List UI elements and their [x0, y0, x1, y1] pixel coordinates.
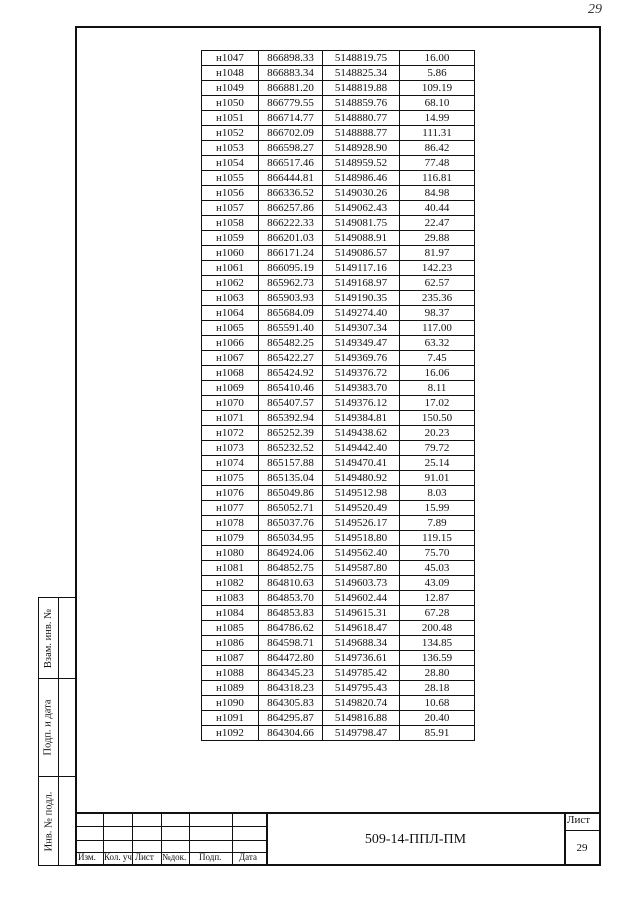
- x-coord-cell: 864853.83: [259, 606, 323, 621]
- point-id-cell: н1090: [202, 696, 259, 711]
- point-id-cell: н1082: [202, 576, 259, 591]
- point-id-cell: н1073: [202, 441, 259, 456]
- table-row: [202, 216, 475, 231]
- x-coord-cell: 865034.95: [259, 531, 323, 546]
- table-row: [202, 66, 475, 81]
- x-coord-cell: 865049.86: [259, 486, 323, 501]
- x-coord-cell: 865037.76: [259, 516, 323, 531]
- y-coord-cell: 5149088.91: [323, 231, 400, 246]
- table-row: [202, 126, 475, 141]
- segment-length-cell: 28.80: [400, 666, 475, 681]
- table-row: [202, 231, 475, 246]
- vzam-inv-label: Взам. инв. №: [43, 608, 55, 668]
- segment-length-cell: 134.85: [400, 636, 475, 651]
- y-coord-cell: 5149369.76: [323, 351, 400, 366]
- point-id-cell: н1058: [202, 216, 259, 231]
- segment-length-cell: 235.36: [400, 291, 475, 306]
- segment-length-cell: 81.97: [400, 246, 475, 261]
- segment-length-cell: 98.37: [400, 306, 475, 321]
- point-id-cell: н1077: [202, 501, 259, 516]
- point-id-cell: н1072: [202, 426, 259, 441]
- x-coord-cell: 866222.33: [259, 216, 323, 231]
- x-coord-cell: 865410.46: [259, 381, 323, 396]
- segment-length-cell: 68.10: [400, 96, 475, 111]
- x-coord-cell: 864304.66: [259, 726, 323, 741]
- y-coord-cell: 5149820.74: [323, 696, 400, 711]
- y-coord-cell: 5148888.77: [323, 126, 400, 141]
- point-id-cell: н1078: [202, 516, 259, 531]
- point-id-cell: н1081: [202, 561, 259, 576]
- table-row: [202, 411, 475, 426]
- x-coord-cell: 865422.27: [259, 351, 323, 366]
- y-coord-cell: 5149480.92: [323, 471, 400, 486]
- y-coord-cell: 5149736.61: [323, 651, 400, 666]
- segment-length-cell: 22.47: [400, 216, 475, 231]
- point-id-cell: н1066: [202, 336, 259, 351]
- table-row: [202, 81, 475, 96]
- table-row: [202, 261, 475, 276]
- point-id-cell: н1059: [202, 231, 259, 246]
- segment-length-cell: 136.59: [400, 651, 475, 666]
- table-row: [202, 651, 475, 666]
- point-id-cell: н1071: [202, 411, 259, 426]
- point-id-cell: н1079: [202, 531, 259, 546]
- point-id-cell: н1080: [202, 546, 259, 561]
- table-row: [202, 366, 475, 381]
- y-coord-cell: 5149603.73: [323, 576, 400, 591]
- x-coord-cell: 864786.62: [259, 621, 323, 636]
- point-id-cell: н1064: [202, 306, 259, 321]
- point-id-cell: н1051: [202, 111, 259, 126]
- table-row: [202, 51, 475, 66]
- x-coord-cell: 864345.23: [259, 666, 323, 681]
- table-row: [202, 381, 475, 396]
- y-coord-cell: 5149168.97: [323, 276, 400, 291]
- y-coord-cell: 5148986.46: [323, 171, 400, 186]
- inv-podl-label: Инв. № подл.: [43, 791, 55, 851]
- col-ndok: №док.: [162, 852, 187, 862]
- x-coord-cell: 866171.24: [259, 246, 323, 261]
- y-coord-cell: 5149190.35: [323, 291, 400, 306]
- table-row: [202, 96, 475, 111]
- x-coord-cell: 864305.83: [259, 696, 323, 711]
- x-coord-cell: 864295.87: [259, 711, 323, 726]
- y-coord-cell: 5149526.17: [323, 516, 400, 531]
- y-coord-cell: 5149081.75: [323, 216, 400, 231]
- y-coord-cell: 5149062.43: [323, 201, 400, 216]
- segment-length-cell: 20.40: [400, 711, 475, 726]
- point-id-cell: н1052: [202, 126, 259, 141]
- table-row: [202, 291, 475, 306]
- x-coord-cell: 866714.77: [259, 111, 323, 126]
- x-coord-cell: 866702.09: [259, 126, 323, 141]
- document-code: 509-14-ППЛ-ПМ: [364, 832, 467, 847]
- podp-data-label: Подп. и дата: [43, 698, 55, 756]
- segment-length-cell: 8.11: [400, 381, 475, 396]
- x-coord-cell: 865232.52: [259, 441, 323, 456]
- y-coord-cell: 5149795.43: [323, 681, 400, 696]
- segment-length-cell: 86.42: [400, 141, 475, 156]
- y-coord-cell: 5149562.40: [323, 546, 400, 561]
- table-row: [202, 561, 475, 576]
- point-id-cell: н1070: [202, 396, 259, 411]
- point-id-cell: н1083: [202, 591, 259, 606]
- segment-length-cell: 10.68: [400, 696, 475, 711]
- x-coord-cell: 864318.23: [259, 681, 323, 696]
- y-coord-cell: 5149438.62: [323, 426, 400, 441]
- table-row: [202, 396, 475, 411]
- point-id-cell: н1091: [202, 711, 259, 726]
- sheet-label: Лист: [567, 814, 591, 826]
- col-kol-uch: Кол. уч: [104, 852, 132, 862]
- y-coord-cell: 5149383.70: [323, 381, 400, 396]
- x-coord-cell: 864598.71: [259, 636, 323, 651]
- table-row: [202, 516, 475, 531]
- point-id-cell: н1062: [202, 276, 259, 291]
- x-coord-cell: 865424.92: [259, 366, 323, 381]
- point-id-cell: н1076: [202, 486, 259, 501]
- table-row: [202, 621, 475, 636]
- x-coord-cell: 865591.40: [259, 321, 323, 336]
- y-coord-cell: 5149307.34: [323, 321, 400, 336]
- point-id-cell: н1060: [202, 246, 259, 261]
- y-coord-cell: 5149384.81: [323, 411, 400, 426]
- y-coord-cell: 5148928.90: [323, 141, 400, 156]
- table-row: [202, 666, 475, 681]
- table-row: [202, 186, 475, 201]
- segment-length-cell: 77.48: [400, 156, 475, 171]
- segment-length-cell: 91.01: [400, 471, 475, 486]
- point-id-cell: н1089: [202, 681, 259, 696]
- y-coord-cell: 5149442.40: [323, 441, 400, 456]
- y-coord-cell: 5149816.88: [323, 711, 400, 726]
- table-row: [202, 681, 475, 696]
- table-row: [202, 426, 475, 441]
- point-id-cell: н1047: [202, 51, 259, 66]
- y-coord-cell: 5148825.34: [323, 66, 400, 81]
- y-coord-cell: 5149688.34: [323, 636, 400, 651]
- table-row: [202, 606, 475, 621]
- x-coord-cell: 866444.81: [259, 171, 323, 186]
- table-row: [202, 141, 475, 156]
- table-row: [202, 276, 475, 291]
- col-data: Дата: [239, 852, 257, 862]
- segment-length-cell: 117.00: [400, 321, 475, 336]
- segment-length-cell: 43.09: [400, 576, 475, 591]
- point-id-cell: н1057: [202, 201, 259, 216]
- segment-length-cell: 45.03: [400, 561, 475, 576]
- table-row: [202, 156, 475, 171]
- y-coord-cell: 5149470.41: [323, 456, 400, 471]
- table-row: [202, 306, 475, 321]
- table-row: [202, 111, 475, 126]
- table-row: [202, 351, 475, 366]
- table-row: [202, 471, 475, 486]
- y-coord-cell: 5148819.75: [323, 51, 400, 66]
- x-coord-cell: 866257.86: [259, 201, 323, 216]
- x-coord-cell: 865157.88: [259, 456, 323, 471]
- y-coord-cell: 5149785.42: [323, 666, 400, 681]
- y-coord-cell: 5149117.16: [323, 261, 400, 276]
- point-id-cell: н1065: [202, 321, 259, 336]
- x-coord-cell: 866883.34: [259, 66, 323, 81]
- y-coord-cell: 5149520.49: [323, 501, 400, 516]
- x-coord-cell: 865482.25: [259, 336, 323, 351]
- table-row: [202, 321, 475, 336]
- x-coord-cell: 866598.27: [259, 141, 323, 156]
- x-coord-cell: 866517.46: [259, 156, 323, 171]
- x-coord-cell: 864924.06: [259, 546, 323, 561]
- segment-length-cell: 15.99: [400, 501, 475, 516]
- y-coord-cell: 5149274.40: [323, 306, 400, 321]
- segment-length-cell: 150.50: [400, 411, 475, 426]
- point-id-cell: н1050: [202, 96, 259, 111]
- y-coord-cell: 5148819.88: [323, 81, 400, 96]
- x-coord-cell: 866779.55: [259, 96, 323, 111]
- x-coord-cell: 865392.94: [259, 411, 323, 426]
- segment-length-cell: 29.88: [400, 231, 475, 246]
- y-coord-cell: 5149376.72: [323, 366, 400, 381]
- point-id-cell: н1048: [202, 66, 259, 81]
- y-coord-cell: 5149798.47: [323, 726, 400, 741]
- segment-length-cell: 25.14: [400, 456, 475, 471]
- table-row: [202, 246, 475, 261]
- y-coord-cell: 5149602.44: [323, 591, 400, 606]
- y-coord-cell: 5149030.26: [323, 186, 400, 201]
- table-row: [202, 486, 475, 501]
- segment-length-cell: 116.81: [400, 171, 475, 186]
- table-row: [202, 576, 475, 591]
- col-izm: Изм.: [78, 852, 96, 862]
- segment-length-cell: 67.28: [400, 606, 475, 621]
- table-row: [202, 711, 475, 726]
- point-id-cell: н1054: [202, 156, 259, 171]
- x-coord-cell: 866336.52: [259, 186, 323, 201]
- segment-length-cell: 62.57: [400, 276, 475, 291]
- point-id-cell: н1069: [202, 381, 259, 396]
- col-podp: Подп.: [199, 852, 222, 862]
- segment-length-cell: 84.98: [400, 186, 475, 201]
- table-row: [202, 636, 475, 651]
- x-coord-cell: 866201.03: [259, 231, 323, 246]
- segment-length-cell: 17.02: [400, 396, 475, 411]
- table-row: [202, 171, 475, 186]
- segment-length-cell: 16.00: [400, 51, 475, 66]
- segment-length-cell: 7.45: [400, 351, 475, 366]
- table-row: [202, 336, 475, 351]
- point-id-cell: н1063: [202, 291, 259, 306]
- y-coord-cell: 5149376.12: [323, 396, 400, 411]
- y-coord-cell: 5149518.80: [323, 531, 400, 546]
- point-id-cell: н1084: [202, 606, 259, 621]
- table-row: [202, 441, 475, 456]
- segment-length-cell: 16.06: [400, 366, 475, 381]
- y-coord-cell: 5149618.47: [323, 621, 400, 636]
- x-coord-cell: 864853.70: [259, 591, 323, 606]
- x-coord-cell: 864852.75: [259, 561, 323, 576]
- point-id-cell: н1074: [202, 456, 259, 471]
- point-id-cell: н1056: [202, 186, 259, 201]
- coordinates-table: [201, 50, 475, 741]
- point-id-cell: н1049: [202, 81, 259, 96]
- point-id-cell: н1092: [202, 726, 259, 741]
- table-row: [202, 546, 475, 561]
- y-coord-cell: 5149349.47: [323, 336, 400, 351]
- point-id-cell: н1085: [202, 621, 259, 636]
- y-coord-cell: 5149086.57: [323, 246, 400, 261]
- y-coord-cell: 5149512.98: [323, 486, 400, 501]
- segment-length-cell: 79.72: [400, 441, 475, 456]
- point-id-cell: н1068: [202, 366, 259, 381]
- x-coord-cell: 866881.20: [259, 81, 323, 96]
- segment-length-cell: 5.86: [400, 66, 475, 81]
- x-coord-cell: 865252.39: [259, 426, 323, 441]
- segment-length-cell: 200.48: [400, 621, 475, 636]
- point-id-cell: н1088: [202, 666, 259, 681]
- x-coord-cell: 865052.71: [259, 501, 323, 516]
- table-row: [202, 726, 475, 741]
- y-coord-cell: 5149615.31: [323, 606, 400, 621]
- handwritten-page-number: 29: [588, 2, 602, 17]
- segment-length-cell: 20.23: [400, 426, 475, 441]
- point-id-cell: н1055: [202, 171, 259, 186]
- point-id-cell: н1061: [202, 261, 259, 276]
- table-row: [202, 501, 475, 516]
- segment-length-cell: 119.15: [400, 531, 475, 546]
- segment-length-cell: 63.32: [400, 336, 475, 351]
- x-coord-cell: 865962.73: [259, 276, 323, 291]
- x-coord-cell: 865135.04: [259, 471, 323, 486]
- x-coord-cell: 865903.93: [259, 291, 323, 306]
- table-row: [202, 531, 475, 546]
- point-id-cell: н1087: [202, 651, 259, 666]
- x-coord-cell: 865407.57: [259, 396, 323, 411]
- segment-length-cell: 111.31: [400, 126, 475, 141]
- x-coord-cell: 864810.63: [259, 576, 323, 591]
- segment-length-cell: 75.70: [400, 546, 475, 561]
- segment-length-cell: 142.23: [400, 261, 475, 276]
- title-block: [75, 812, 601, 866]
- col-list: Лист: [135, 852, 154, 862]
- segment-length-cell: 28.18: [400, 681, 475, 696]
- segment-length-cell: 14.99: [400, 111, 475, 126]
- segment-length-cell: 40.44: [400, 201, 475, 216]
- segment-length-cell: 85.91: [400, 726, 475, 741]
- point-id-cell: н1053: [202, 141, 259, 156]
- point-id-cell: н1067: [202, 351, 259, 366]
- point-id-cell: н1075: [202, 471, 259, 486]
- y-coord-cell: 5148880.77: [323, 111, 400, 126]
- x-coord-cell: 866898.33: [259, 51, 323, 66]
- y-coord-cell: 5148959.52: [323, 156, 400, 171]
- x-coord-cell: 865684.09: [259, 306, 323, 321]
- table-row: [202, 201, 475, 216]
- table-row: [202, 696, 475, 711]
- sheet-number: 29: [576, 842, 588, 854]
- y-coord-cell: 5149587.80: [323, 561, 400, 576]
- segment-length-cell: 8.03: [400, 486, 475, 501]
- segment-length-cell: 109.19: [400, 81, 475, 96]
- point-id-cell: н1086: [202, 636, 259, 651]
- y-coord-cell: 5148859.76: [323, 96, 400, 111]
- segment-length-cell: 12.87: [400, 591, 475, 606]
- segment-length-cell: 7.89: [400, 516, 475, 531]
- x-coord-cell: 866095.19: [259, 261, 323, 276]
- table-row: [202, 591, 475, 606]
- side-stamp: [38, 597, 75, 866]
- table-row: [202, 456, 475, 471]
- x-coord-cell: 864472.80: [259, 651, 323, 666]
